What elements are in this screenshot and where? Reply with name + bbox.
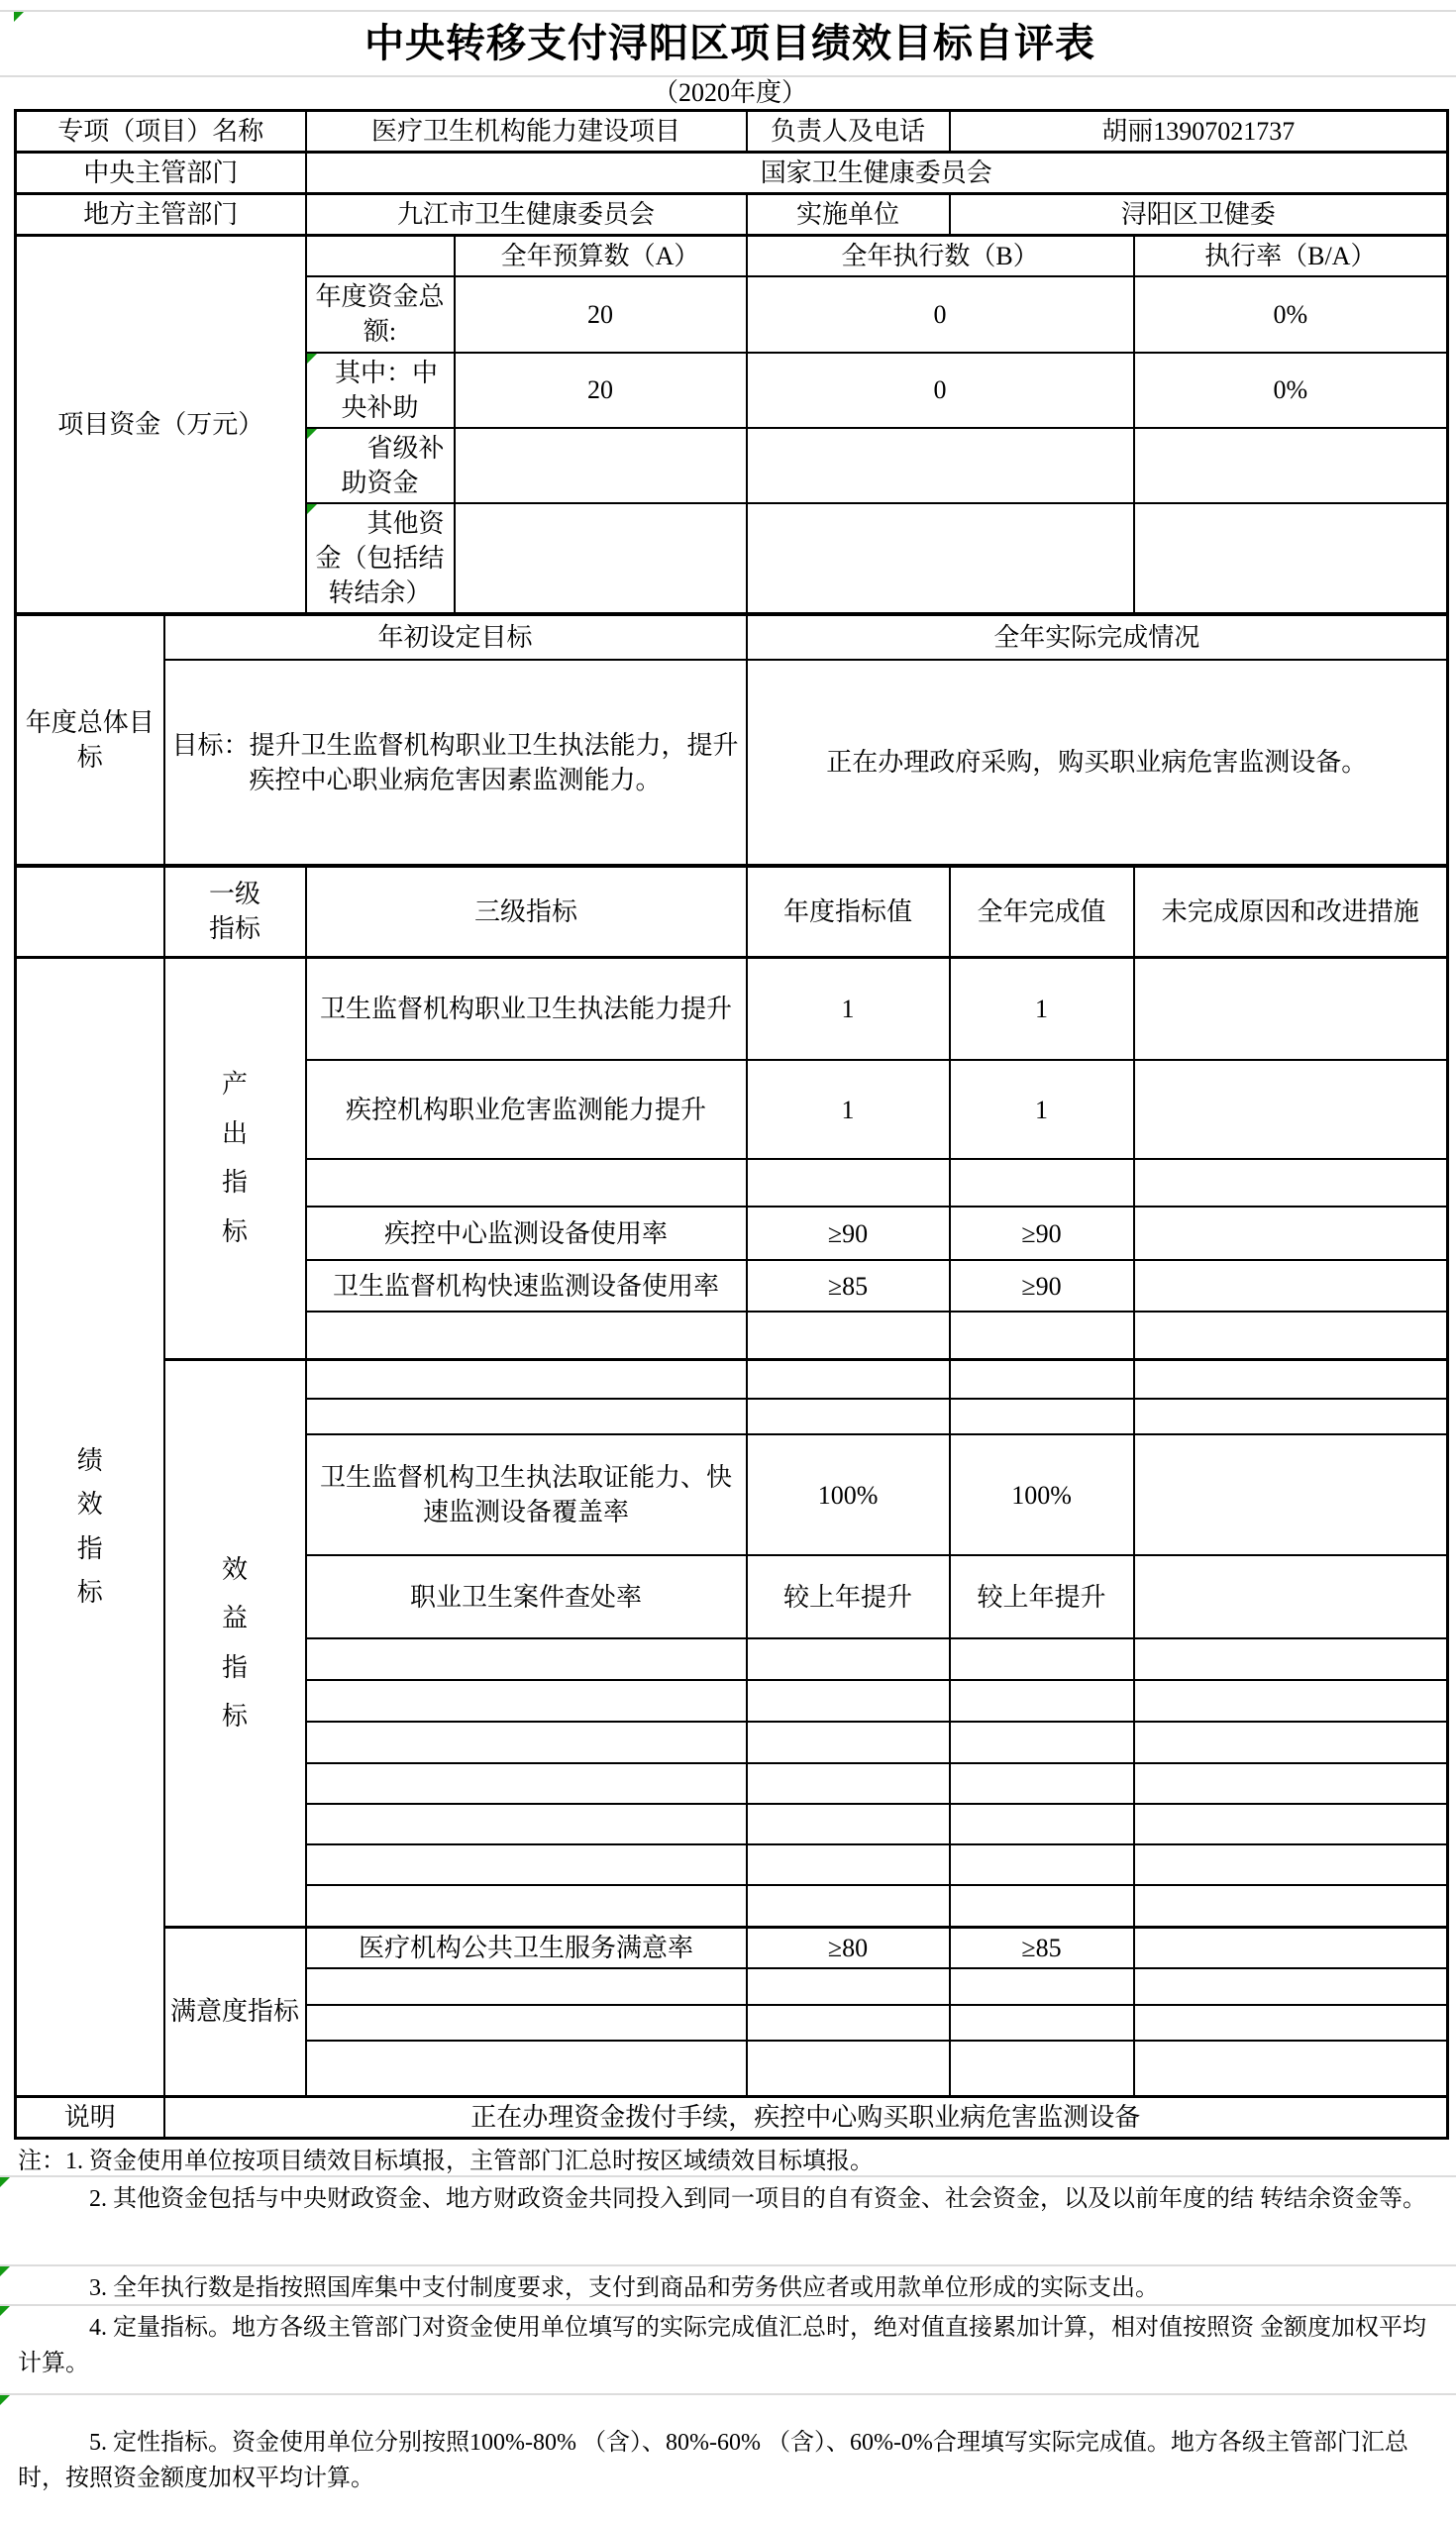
green-triangle-icon (307, 504, 317, 514)
footnote-5-text: 5. 定性指标。资金使用单位分别按照100%-80% （含）、80%-60% （含）、60%-0%合理填写实际完成值。地方各级主管部门汇总时，按照资金额度加权平均计算。 (18, 2430, 1408, 2492)
reason-cell (1134, 1399, 1448, 1434)
actual-value-cell: ≥90 (950, 1207, 1134, 1260)
contact-label: 负责人及电话 (747, 111, 950, 153)
reason-cell (1134, 1638, 1448, 1680)
level3-indicator-cell (306, 2005, 747, 2041)
green-triangle-icon (0, 2177, 10, 2187)
target-value-cell: 1 (747, 957, 950, 1060)
level3-indicator-cell (306, 1159, 747, 1207)
reason-cell (1134, 1555, 1448, 1638)
target-value-cell (747, 1680, 950, 1722)
reason-cell (1134, 1804, 1448, 1844)
footnotes (0, 2140, 1456, 2522)
footnote-5 (0, 2393, 1456, 2522)
funds-blank-header-cell (306, 236, 455, 277)
target-value-cell (747, 2005, 950, 2041)
local-dept-label: 地方主管部门 (16, 194, 306, 236)
reason-cell (1134, 1159, 1448, 1207)
reason-cell (1134, 1885, 1448, 1927)
reason-cell (1134, 1207, 1448, 1260)
actual-value-cell (950, 1638, 1134, 1680)
fund-budget-value (455, 428, 747, 503)
benefit-group-label-text: 效益指标 (221, 1554, 248, 1732)
fund-row-label-text: 其他资金（包括结转结余） (315, 508, 445, 608)
indicator-corner-cell (16, 866, 164, 957)
reason-cell (1134, 1260, 1448, 1312)
fund-budget-value (455, 503, 747, 614)
level3-indicator-cell (306, 1680, 747, 1722)
green-triangle-icon (0, 2395, 10, 2405)
target-value-cell (747, 1844, 950, 1885)
output-group-label (164, 957, 306, 1359)
impl-unit-value: 浔阳区卫健委 (950, 194, 1448, 236)
level3-indicator-cell (306, 1763, 747, 1804)
level3-indicator-cell: 疾控机构职业危害监测能力提升 (306, 1060, 747, 1159)
footnote-2-text: 2. 其他资金包括与中央财政资金、地方财政资金共同投入到同一项目的自有资金、社会资金，以及以前年度的结 转结余资金等。 (89, 2186, 1426, 2213)
level3-indicator-cell (306, 2041, 747, 2097)
target-value-cell (747, 1312, 950, 1359)
target-value-cell: ≥85 (747, 1260, 950, 1312)
benefit-group-label (164, 1359, 306, 1927)
funds-col-rate: 执行率（B/A） (1134, 236, 1448, 277)
actual-value-cell (950, 2005, 1134, 2041)
remark-label: 说明 (16, 2097, 164, 2139)
fund-row-label (306, 503, 455, 614)
funds-section-label: 项目资金（万元） (16, 236, 306, 614)
level3-indicator-cell: 卫生监督机构卫生执法取证能力、快速监测设备覆盖率 (306, 1434, 747, 1555)
reason-cell (1134, 1434, 1448, 1555)
reason-cell (1134, 2041, 1448, 2097)
fund-row-label: 年度资金总额: (306, 276, 455, 352)
footnote-1: 注：1. 资金使用单位按项目绩效目标填报，主管部门汇总时按区域绩效目标填报。 (18, 2149, 874, 2175)
reason-cell (1134, 1763, 1448, 1804)
footnote-3-text: 3. 全年执行数是指按照国库集中支付制度要求，支付到商品和劳务供应者或用款单位形成的实际支出。 (89, 2275, 1159, 2302)
actual-value-cell: 100% (950, 1434, 1134, 1555)
fund-executed-value: 0 (747, 276, 1134, 352)
page-subtitle: （2020年度） (652, 78, 807, 107)
level3-indicator-cell (306, 1638, 747, 1680)
level3-indicator-cell (306, 1359, 747, 1399)
target-value-cell (747, 1804, 950, 1844)
fund-rate-value (1134, 503, 1448, 614)
contact-value: 胡丽13907021737 (950, 111, 1448, 153)
target-value-cell: 100% (747, 1434, 950, 1555)
indicator-col-target: 年度指标值 (747, 866, 950, 957)
target-value-cell (747, 2041, 950, 2097)
goal-col-actual: 全年实际完成情况 (747, 614, 1448, 660)
target-value-cell: 较上年提升 (747, 1555, 950, 1638)
funds-col-executed: 全年执行数（B） (747, 236, 1134, 277)
goal-col-set: 年初设定目标 (164, 614, 747, 660)
green-triangle-icon (307, 429, 317, 439)
level3-indicator-cell (306, 1312, 747, 1359)
reason-cell (1134, 2005, 1448, 2041)
reason-cell (1134, 1844, 1448, 1885)
actual-value-cell (950, 1804, 1134, 1844)
level3-indicator-cell (306, 1804, 747, 1844)
actual-value-cell: ≥90 (950, 1260, 1134, 1312)
remark-value: 正在办理资金拨付手续，疾控中心购买职业病危害监测设备 (164, 2097, 1448, 2139)
actual-value-cell: 1 (950, 957, 1134, 1060)
target-value-cell: 1 (747, 1060, 950, 1159)
project-name-label: 专项（项目）名称 (16, 111, 306, 153)
actual-value-cell (950, 2041, 1134, 2097)
actual-value-cell (950, 1159, 1134, 1207)
level3-indicator-cell: 医疗机构公共卫生服务满意率 (306, 1927, 747, 1968)
actual-value-cell (950, 1359, 1134, 1399)
target-value-cell (747, 1359, 950, 1399)
impl-unit-label: 实施单位 (747, 194, 950, 236)
fund-executed-value (747, 428, 1134, 503)
fund-executed-value (747, 503, 1134, 614)
output-group-label-text: 产出指标 (221, 1070, 248, 1246)
level3-indicator-cell: 卫生监督机构职业卫生执法能力提升 (306, 957, 747, 1060)
target-value-cell (747, 1399, 950, 1434)
fund-rate-value: 0% (1134, 353, 1448, 428)
actual-value-cell (950, 1968, 1134, 2005)
actual-value-cell (950, 1885, 1134, 1927)
green-triangle-icon (0, 2266, 10, 2276)
target-value-cell: ≥80 (747, 1927, 950, 1968)
fund-budget-value: 20 (455, 276, 747, 352)
fund-budget-value: 20 (455, 353, 747, 428)
fund-rate-value (1134, 428, 1448, 503)
reason-cell (1134, 1312, 1448, 1359)
actual-value-cell: ≥85 (950, 1927, 1134, 1968)
local-dept-value: 九江市卫生健康委员会 (306, 194, 747, 236)
reason-cell (1134, 957, 1448, 1060)
target-value-cell: ≥90 (747, 1207, 950, 1260)
indicator-col-level1 (164, 866, 306, 957)
indicator-col-reason: 未完成原因和改进措施 (1134, 866, 1448, 957)
level3-indicator-cell (306, 1885, 747, 1927)
fund-row-label (306, 353, 455, 428)
fund-row-label-text: 省级补助资金 (341, 433, 445, 497)
reason-cell (1134, 1060, 1448, 1159)
level3-indicator-cell (306, 1968, 747, 2005)
reason-cell (1134, 1722, 1448, 1763)
level3-indicator-cell (306, 1399, 747, 1434)
goal-set-text: 目标：提升卫生监督机构职业卫生执法能力，提升疾控中心职业病危害因素监测能力。 (164, 660, 747, 866)
target-value-cell (747, 1722, 950, 1763)
fund-executed-value: 0 (747, 353, 1134, 428)
target-value-cell (747, 1763, 950, 1804)
perf-indicator-section-label (16, 957, 164, 2097)
funds-col-budget: 全年预算数（A） (455, 236, 747, 277)
actual-value-cell: 1 (950, 1060, 1134, 1159)
target-value-cell (747, 1885, 950, 1927)
footnote-3 (0, 2264, 1456, 2304)
footnote-2 (0, 2175, 1456, 2264)
level3-indicator-cell: 职业卫生案件查处率 (306, 1555, 747, 1638)
green-triangle-icon (307, 354, 317, 364)
actual-value-cell (950, 1722, 1134, 1763)
actual-value-cell (950, 1844, 1134, 1885)
page-title-text: 中央转移支付浔阳区项目绩效目标自评表 (364, 21, 1095, 65)
level3-indicator-cell: 疾控中心监测设备使用率 (306, 1207, 747, 1260)
actual-value-cell (950, 1680, 1134, 1722)
fund-rate-value: 0% (1134, 276, 1448, 352)
actual-value-cell (950, 1763, 1134, 1804)
target-value-cell (747, 1159, 950, 1207)
target-value-cell (747, 1968, 950, 2005)
footnote-4-text: 4. 定量指标。地方各级主管部门对资金使用单位填写的实际完成值汇总时，绝对值直接累加计算，相对值按照资 金额度加权平均计算。 (18, 2315, 1426, 2377)
indicator-col-actual: 全年完成值 (950, 866, 1134, 957)
fund-row-label (306, 428, 455, 503)
central-dept-value: 国家卫生健康委员会 (306, 153, 1448, 194)
project-name-value: 医疗卫生机构能力建设项目 (306, 111, 747, 153)
reason-cell (1134, 1968, 1448, 2005)
green-triangle-icon (14, 12, 24, 22)
reason-cell (1134, 1359, 1448, 1399)
footnote-4 (0, 2304, 1456, 2393)
goal-actual-text: 正在办理政府采购，购买职业病危害监测设备。 (747, 660, 1448, 866)
actual-value-cell: 较上年提升 (950, 1555, 1134, 1638)
fund-row-label-text: 其中：中央补助 (335, 358, 439, 422)
actual-value-cell (950, 1312, 1134, 1359)
level3-indicator-cell (306, 1722, 747, 1763)
indicator-col-level1-text: 一级指标 (209, 880, 261, 944)
level3-indicator-cell (306, 1844, 747, 1885)
perf-indicator-section-text: 绩效指标 (76, 1446, 103, 1607)
actual-value-cell (950, 1399, 1134, 1434)
target-value-cell (747, 1638, 950, 1680)
satisfaction-group-label: 满意度指标 (164, 1927, 306, 2097)
central-dept-label: 中央主管部门 (16, 153, 306, 194)
reason-cell (1134, 1927, 1448, 1968)
level3-indicator-cell: 卫生监督机构快速监测设备使用率 (306, 1260, 747, 1312)
self-evaluation-table (14, 109, 1449, 2140)
annual-goal-section-label: 年度总体目标 (16, 614, 164, 866)
indicator-col-level3: 三级指标 (306, 866, 747, 957)
reason-cell (1134, 1680, 1448, 1722)
page-title (14, 12, 1446, 75)
green-triangle-icon (0, 2306, 10, 2316)
